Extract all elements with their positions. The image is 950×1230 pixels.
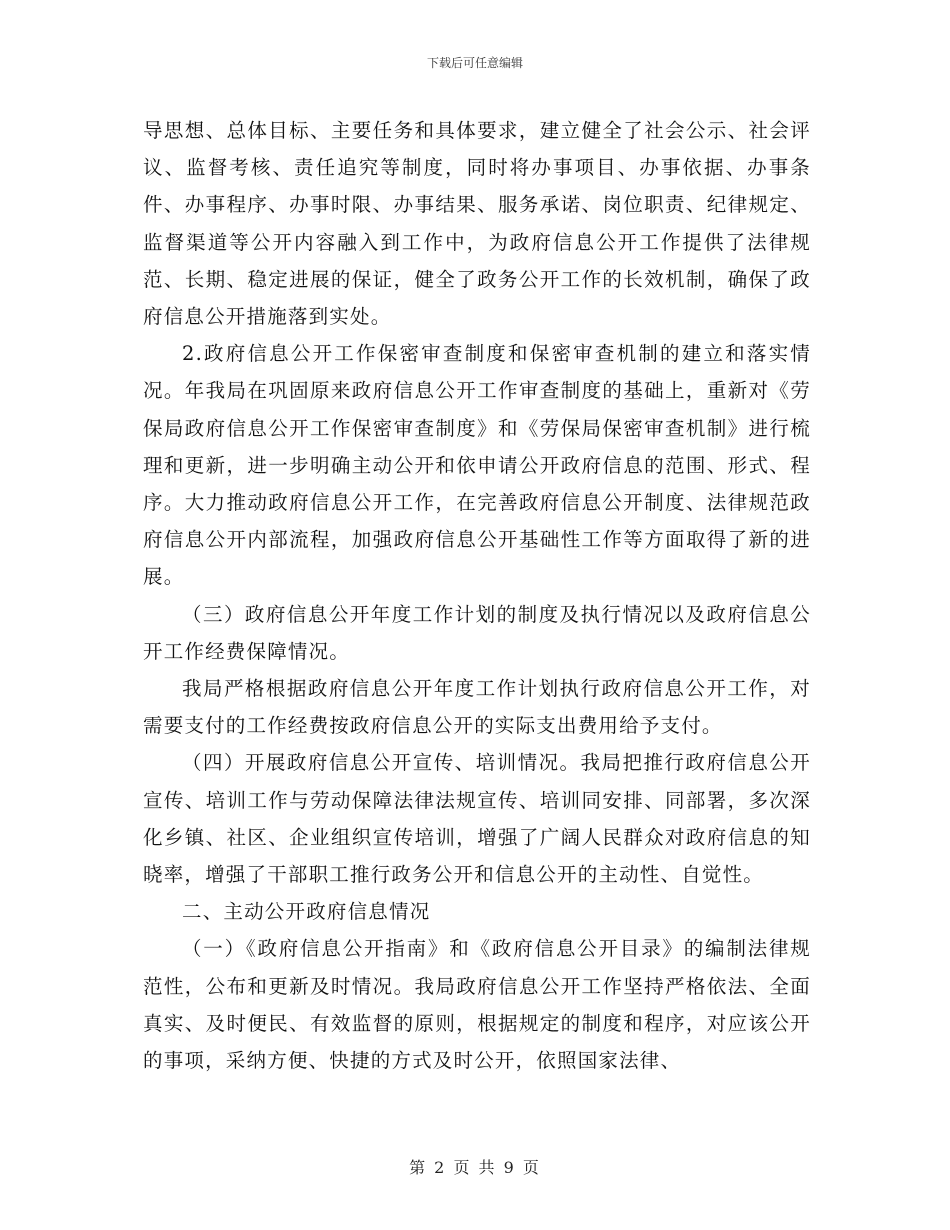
paragraph-continuation: 导思想、总体目标、主要任务和具体要求，建立健全了社会公示、社会评议、监督考核、责任追究等制度，同时将办事项目、办事依据、办事条件、办事程序、办事时限、办事结果、服务承诺、岗位职责、纪律规定、监督渠道等公开内容融入到工作中，为政府信息公开工作提供了法律规范、长期、稳定进展的保证，健全了政务公开工作的长效机制，确保了政府信息公开措施落到实处。 xyxy=(143,119,811,329)
page-number: 第 2 页 共 9 页 xyxy=(409,1158,541,1177)
document-body xyxy=(143,112,811,1079)
paragraph-publicity-training: （四）开展政府信息公开宣传、培训情况。我局把推行政府信息公开宣传、培训工作与劳动保障法律法规宣传、培训同安排、同部署，多次深化乡镇、社区、企业组织宣传培训，增强了广阔人民群众对政府信息的知晓率，增强了干部职工推行政务公开和信息公开的主动性、自觉性。 xyxy=(143,751,811,887)
paragraph-annual-plan-execution: 我局严格根据政府信息公开年度工作计划执行政府信息公开工作，对需要支付的工作经费按政府信息公开的实际支出费用给予支付。 xyxy=(143,677,811,738)
paragraph-confidentiality-review: 2.政府信息公开工作保密审查制度和保密审查机制的建立和落实情况。年我局在巩固原来政府信息公开工作审查制度的基础上，重新对《劳保局政府信息公开工作保密审查制度》和《劳保局保密审查机制》进行梳理和更新，进一步明确主动公开和依申请公开政府信息的范围、形式、程序。大力推动政府信息公开工作，在完善政府信息公开制度、法律规范政府信息公开内部流程，加强政府信息公开基础性工作等方面取得了新的进展。 xyxy=(143,342,811,589)
paragraph-annual-plan-heading: （三）政府信息公开年度工作计划的制度及执行情况以及政府信息公开工作经费保障情况。 xyxy=(143,602,811,663)
paragraph-guide-catalog: （一）《政府信息公开指南》和《政府信息公开目录》的编制法律规范性，公布和更新及时情况。我局政府信息公开工作坚持严格依法、全面真实、及时便民、有效监督的原则，根据规定的制度和程序，对应该公开的事项，采纳方便、快捷的方式及时公开，依照国家法律、 xyxy=(143,937,811,1073)
page-header-note: 下载后可任意编辑 xyxy=(426,56,523,70)
section-heading-proactive-disclosure: 二、主动公开政府信息情况 xyxy=(182,900,431,924)
